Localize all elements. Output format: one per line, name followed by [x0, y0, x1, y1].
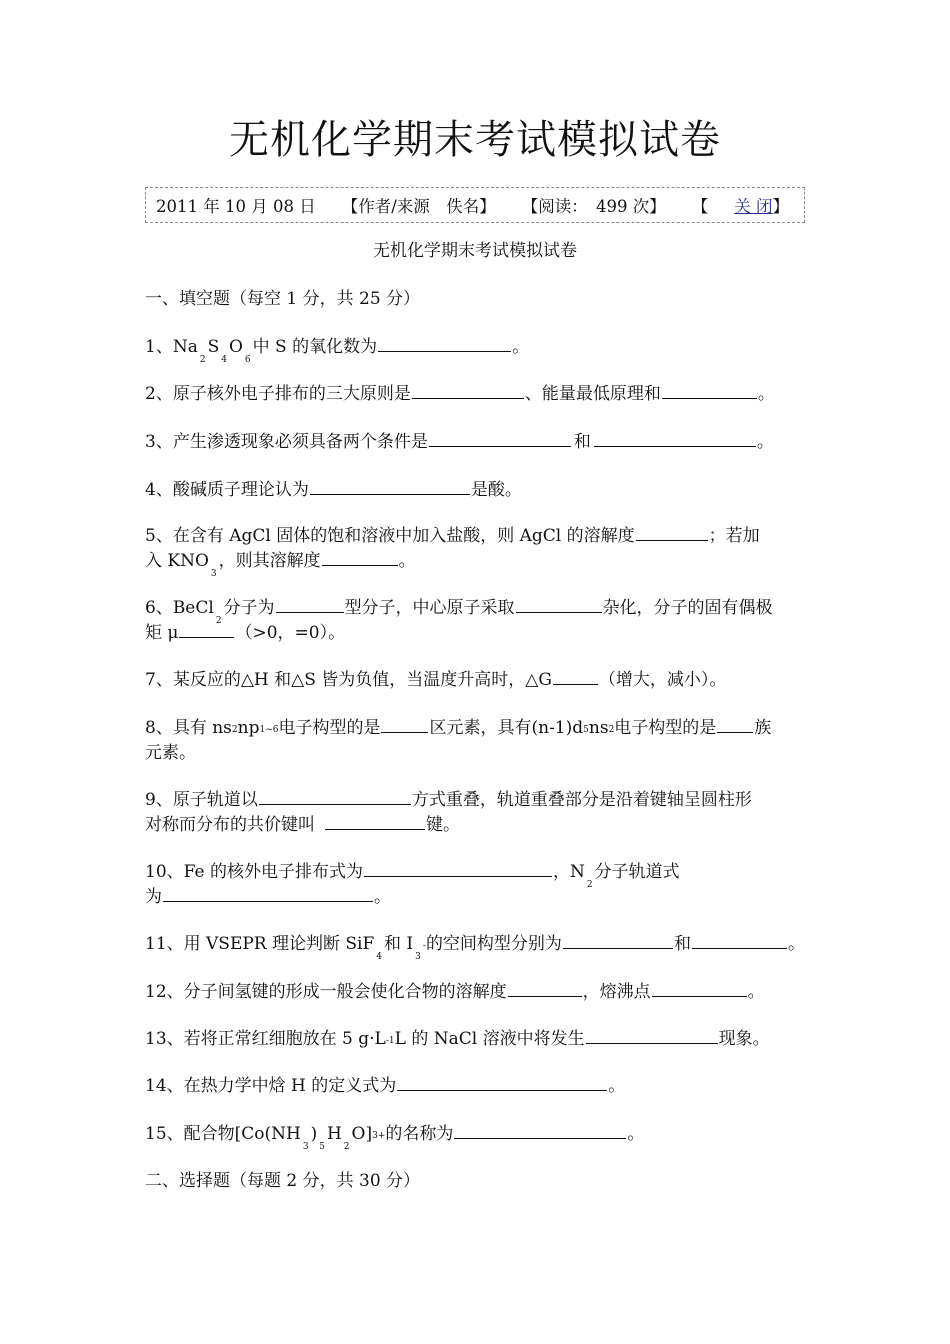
answer-blank[interactable] — [412, 380, 524, 399]
answer-blank[interactable] — [516, 594, 602, 613]
question-8-line-2: 元素。 — [145, 743, 196, 763]
answer-blank[interactable] — [652, 978, 747, 997]
question-6-line-1: 6、BeCl$_2$分子为 型分子，中心原子采取 杂化，分子的固有偶极 — [145, 593, 807, 618]
read-count: 【阅读： 499 次】 — [521, 197, 666, 216]
answer-blank[interactable] — [310, 476, 470, 495]
answer-blank[interactable] — [397, 1072, 607, 1091]
question-13: 13、若将正常红细胞放在 5 g·L-1L 的 NaCl 溶液中将发生 现象。 — [145, 1024, 807, 1049]
question-10-line-2: 为 。 — [145, 882, 807, 907]
answer-blank[interactable] — [325, 811, 425, 830]
answer-blank[interactable] — [381, 714, 428, 733]
answer-blank[interactable] — [594, 428, 756, 447]
question-15: 15、配合物$[Co(NH_3)_5H_2O]3+$的名称为 。 — [145, 1119, 807, 1144]
answer-blank[interactable] — [508, 978, 582, 997]
question-7: 7、某反应的△H 和△S 皆为负值，当温度升高时，△G （增大，减小）。 — [145, 665, 807, 690]
document-subtitle: 无机化学期末考试模拟试卷 — [373, 241, 577, 261]
answer-blank[interactable] — [636, 522, 708, 541]
answer-blank[interactable] — [454, 1120, 626, 1139]
question-5-line-1: 5、在含有 AgCl 固体的饱和溶液中加入盐酸，则 AgCl 的溶解度 ；若加 — [145, 521, 807, 546]
answer-blank[interactable] — [322, 547, 398, 566]
publish-date: 2011 年 10 月 08 日 — [156, 197, 316, 216]
close-link-wrap: 【 关 闭】 — [691, 197, 790, 216]
section-heading-multiple-choice: 二、选择题（每题 2 分，共 30 分） — [145, 1171, 421, 1191]
question-9-line-2: 对称而分布的共价键叫 键。 — [145, 810, 807, 835]
answer-blank[interactable] — [662, 380, 757, 399]
question-10-line-1: 10、Fe 的核外电子排布式为 ，$N_2$分子轨道式 — [145, 857, 807, 882]
question-8-line-1: 8、具有 ns2np1~6电子构型的是 区元素，具有(n-1)d5ns2电子构型的是 族 — [145, 713, 807, 738]
answer-blank[interactable] — [378, 333, 511, 352]
section-heading-fill-in: 一、填空题（每空 1 分，共 25 分） — [145, 289, 421, 309]
answer-blank[interactable] — [163, 883, 373, 902]
answer-blank[interactable] — [259, 786, 411, 805]
question-9-line-1: 9、原子轨道以 方式重叠，轨道重叠部分是沿着键轴呈圆柱形 — [145, 785, 807, 810]
question-5-line-2: 入 $KNO_3$，则其溶解度 。 — [145, 546, 807, 571]
article-meta-bar — [145, 187, 805, 223]
close-link[interactable]: 关 闭 — [734, 197, 773, 216]
answer-blank[interactable] — [364, 858, 552, 877]
question-4: 4、酸碱质子理论认为 是酸。 — [145, 475, 807, 500]
question-12: 12、分子间氢键的形成一般会使化合物的溶解度 ，熔沸点 。 — [145, 977, 807, 1002]
answer-blank[interactable] — [179, 619, 234, 638]
answer-blank[interactable] — [692, 930, 787, 949]
answer-blank[interactable] — [553, 666, 598, 685]
answer-blank[interactable] — [717, 714, 753, 733]
answer-blank[interactable] — [276, 594, 344, 613]
question-14: 14、在热力学中焓 H 的定义式为 。 — [145, 1071, 807, 1096]
question-11: 11、用 VSEPR 理论判断 SiF$_4$和 $I_3-$的空间构型分别为 和 。 — [145, 929, 807, 954]
author-source: 【作者/来源 佚名】 — [341, 197, 496, 216]
question-2: 2、原子核外电子排布的三大原则是 、能量最低原理和 。 — [145, 379, 807, 404]
answer-blank[interactable] — [586, 1025, 718, 1044]
question-6-line-2: 矩 μ （>0，=0）。 — [145, 618, 807, 643]
answer-blank[interactable] — [563, 930, 673, 949]
question-3: 3、产生渗透现象必须具备两个条件是 和 。 — [145, 427, 807, 452]
question-1: 1、$Na_2S_4O_6$中 S 的氧化数为 。 — [145, 332, 807, 357]
answer-blank[interactable] — [429, 428, 571, 447]
page-title: 无机化学期末考试模拟试卷 — [229, 117, 721, 163]
